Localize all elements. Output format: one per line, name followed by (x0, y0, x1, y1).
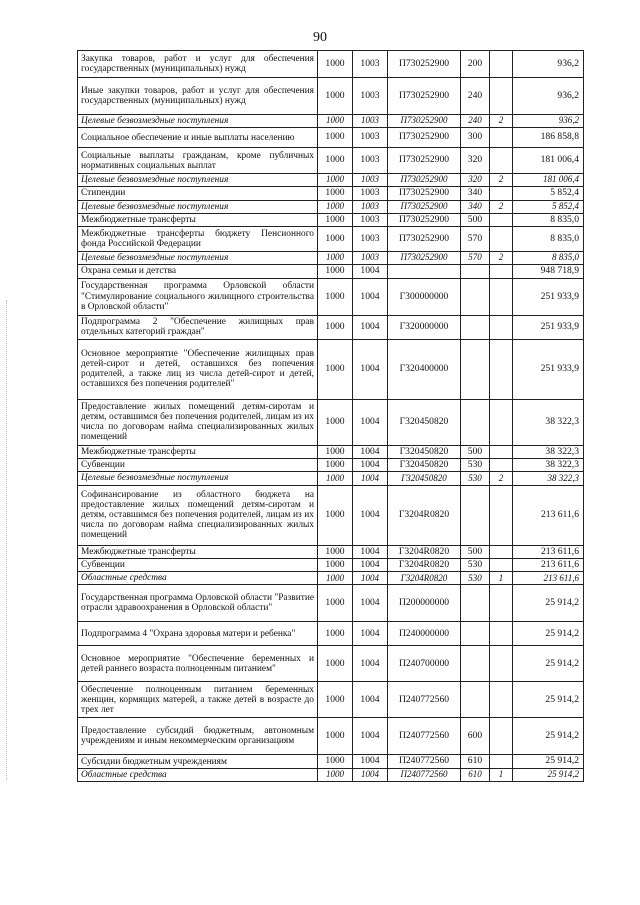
table-row (78, 200, 584, 213)
target-article-cell: Г320450820 (388, 399, 461, 445)
table-row (78, 278, 584, 315)
amount-cell: 213 611,6 (513, 485, 584, 545)
expense-type-cell (461, 646, 490, 682)
target-article-cell: Г3204R0820 (388, 558, 461, 571)
funding-source-cell (490, 459, 513, 472)
expense-type-cell (461, 278, 490, 315)
table-row (78, 682, 584, 718)
section-code-cell: 1000 (318, 51, 353, 78)
amount-cell: 181 006,4 (513, 148, 584, 174)
subsection-code-cell: 1003 (353, 51, 388, 78)
subsection-code-cell: 1004 (353, 278, 388, 315)
target-article-cell: П730252900 (388, 128, 461, 148)
page-number: 90 (313, 30, 327, 45)
table-row (78, 585, 584, 622)
section-code-cell: 1000 (318, 115, 353, 128)
row-name-cell: Основное мероприятие "Обеспечение жилищных прав детей-сирот и детей, оставшихся без попечения родителей, а также лиц из числа детей-сирот и детей, оставшихся без попечения родителей" (78, 339, 318, 399)
funding-source-cell: 2 (490, 174, 513, 187)
table-row (78, 128, 584, 148)
budget-table-container (77, 50, 583, 782)
funding-source-cell (490, 646, 513, 682)
subsection-code-cell: 1004 (353, 399, 388, 445)
subsection-code-cell: 1004 (353, 585, 388, 622)
row-name-cell: Закупка товаров, работ и услуг для обеспечения государственных (муниципальных) нужд (78, 51, 318, 78)
section-code-cell: 1000 (318, 472, 353, 485)
funding-source-cell (490, 187, 513, 200)
row-name-cell: Подпрограмма 4 "Охрана здоровья матери и ребенка" (78, 622, 318, 646)
section-code-cell: 1000 (318, 755, 353, 768)
subsection-code-cell: 1004 (353, 558, 388, 571)
row-name-cell: Межбюджетные трансферты (78, 445, 318, 458)
row-name-cell: Областные средства (78, 572, 318, 585)
expense-type-cell: 500 (461, 545, 490, 558)
table-row (78, 227, 584, 252)
row-name-cell: Обеспечение полноценным питанием беременных женщин, кормящих матерей, а также детей в возрасте до трех лет (78, 682, 318, 718)
amount-cell: 25 914,2 (513, 768, 584, 781)
section-code-cell: 1000 (318, 315, 353, 339)
amount-cell: 948 718,9 (513, 265, 584, 278)
amount-cell: 25 914,2 (513, 755, 584, 768)
section-code-cell: 1000 (318, 459, 353, 472)
funding-source-cell (490, 545, 513, 558)
target-article-cell: П240772560 (388, 755, 461, 768)
amount-cell: 5 852,4 (513, 187, 584, 200)
funding-source-cell (490, 227, 513, 252)
row-name-cell: Государственная программа Орловской области "Развитие отрасли здравоохранения в Орловской области" (78, 585, 318, 622)
row-name-cell: Целевые безвозмездные поступления (78, 200, 318, 213)
amount-cell: 181 006,4 (513, 174, 584, 187)
amount-cell: 25 914,2 (513, 585, 584, 622)
funding-source-cell (490, 213, 513, 226)
expense-type-cell: 240 (461, 115, 490, 128)
expense-type-cell (461, 485, 490, 545)
section-code-cell: 1000 (318, 545, 353, 558)
amount-cell: 251 933,9 (513, 339, 584, 399)
section-code-cell: 1000 (318, 768, 353, 781)
amount-cell: 936,2 (513, 51, 584, 78)
expense-type-cell: 500 (461, 213, 490, 226)
expense-type-cell (461, 265, 490, 278)
table-row (78, 213, 584, 226)
target-article-cell: П240772560 (388, 768, 461, 781)
amount-cell: 213 611,6 (513, 572, 584, 585)
row-name-cell: Целевые безвозмездные поступления (78, 115, 318, 128)
amount-cell: 8 835,0 (513, 227, 584, 252)
row-name-cell: Межбюджетные трансферты бюджету Пенсионного фонда Российской Федерации (78, 227, 318, 252)
target-article-cell: Г320000000 (388, 315, 461, 339)
amount-cell: 936,2 (513, 78, 584, 115)
table-row (78, 339, 584, 399)
subsection-code-cell: 1003 (353, 148, 388, 174)
expense-type-cell: 500 (461, 445, 490, 458)
table-row (78, 622, 584, 646)
section-code-cell: 1000 (318, 278, 353, 315)
subsection-code-cell: 1004 (353, 682, 388, 718)
section-code-cell: 1000 (318, 682, 353, 718)
section-code-cell: 1000 (318, 187, 353, 200)
subsection-code-cell: 1004 (353, 572, 388, 585)
amount-cell: 25 914,2 (513, 682, 584, 718)
table-row (78, 174, 584, 187)
expense-type-cell: 340 (461, 200, 490, 213)
section-code-cell: 1000 (318, 485, 353, 545)
subsection-code-cell: 1003 (353, 115, 388, 128)
amount-cell: 38 322,3 (513, 445, 584, 458)
funding-source-cell: 2 (490, 115, 513, 128)
row-name-cell: Предоставление субсидий бюджетным, автономным учреждениям и иным некоммерческим организациям (78, 718, 318, 755)
expense-type-cell: 240 (461, 78, 490, 115)
section-code-cell: 1000 (318, 646, 353, 682)
funding-source-cell (490, 399, 513, 445)
row-name-cell: Основное мероприятие "Обеспечение беременных и детей раннего возраста полноценным питанием" (78, 646, 318, 682)
target-article-cell (388, 265, 461, 278)
section-code-cell: 1000 (318, 558, 353, 571)
section-code-cell: 1000 (318, 174, 353, 187)
section-code-cell: 1000 (318, 213, 353, 226)
target-article-cell: П730252900 (388, 78, 461, 115)
section-code-cell: 1000 (318, 252, 353, 265)
table-row (78, 646, 584, 682)
subsection-code-cell: 1004 (353, 459, 388, 472)
target-article-cell: П730252900 (388, 115, 461, 128)
table-row (78, 51, 584, 78)
expense-type-cell (461, 339, 490, 399)
amount-cell: 251 933,9 (513, 278, 584, 315)
subsection-code-cell: 1004 (353, 646, 388, 682)
subsection-code-cell: 1004 (353, 718, 388, 755)
row-name-cell: Государственная программа Орловской области "Стимулирование социального жилищного строительства в Орловской области" (78, 278, 318, 315)
amount-cell: 25 914,2 (513, 622, 584, 646)
expense-type-cell: 530 (461, 572, 490, 585)
funding-source-cell (490, 682, 513, 718)
funding-source-cell: 1 (490, 768, 513, 781)
subsection-code-cell: 1003 (353, 200, 388, 213)
funding-source-cell: 2 (490, 472, 513, 485)
funding-source-cell (490, 718, 513, 755)
expense-type-cell: 600 (461, 718, 490, 755)
table-row (78, 572, 584, 585)
funding-source-cell (490, 622, 513, 646)
subsection-code-cell: 1004 (353, 315, 388, 339)
table-row (78, 115, 584, 128)
funding-source-cell (490, 585, 513, 622)
section-code-cell: 1000 (318, 148, 353, 174)
amount-cell: 38 322,3 (513, 472, 584, 485)
row-name-cell: Подпрограмма 2 "Обеспечение жилищных прав отдельных категорий граждан" (78, 315, 318, 339)
funding-source-cell (490, 445, 513, 458)
target-article-cell: П240000000 (388, 622, 461, 646)
table-row (78, 399, 584, 445)
section-code-cell: 1000 (318, 622, 353, 646)
subsection-code-cell: 1003 (353, 78, 388, 115)
section-code-cell: 1000 (318, 128, 353, 148)
subsection-code-cell: 1004 (353, 755, 388, 768)
table-row (78, 768, 584, 781)
expense-type-cell: 320 (461, 174, 490, 187)
section-code-cell: 1000 (318, 572, 353, 585)
funding-source-cell: 1 (490, 572, 513, 585)
expense-type-cell: 200 (461, 51, 490, 78)
expense-type-cell (461, 682, 490, 718)
row-name-cell: Охрана семьи и детства (78, 265, 318, 278)
row-name-cell: Субвенции (78, 459, 318, 472)
expense-type-cell: 610 (461, 755, 490, 768)
target-article-cell: Г320450820 (388, 472, 461, 485)
row-name-cell: Софинансирование из областного бюджета на предоставление жилых помещений детям-сиротам и детям, оставшимся без попечения родителей, лицам из их числа по договорам найма специализированных жилых помещений (78, 485, 318, 545)
target-article-cell: Г320450820 (388, 445, 461, 458)
section-code-cell: 1000 (318, 200, 353, 213)
subsection-code-cell: 1004 (353, 545, 388, 558)
funding-source-cell: 2 (490, 252, 513, 265)
row-name-cell: Стипендии (78, 187, 318, 200)
funding-source-cell (490, 558, 513, 571)
amount-cell: 25 914,2 (513, 646, 584, 682)
amount-cell: 213 611,6 (513, 545, 584, 558)
amount-cell: 251 933,9 (513, 315, 584, 339)
funding-source-cell (490, 128, 513, 148)
table-row (78, 472, 584, 485)
expense-type-cell: 300 (461, 128, 490, 148)
subsection-code-cell: 1003 (353, 227, 388, 252)
target-article-cell: П200000000 (388, 585, 461, 622)
subsection-code-cell: 1003 (353, 128, 388, 148)
subsection-code-cell: 1004 (353, 485, 388, 545)
funding-source-cell (490, 265, 513, 278)
row-name-cell: Субсидии бюджетным учреждениям (78, 755, 318, 768)
row-name-cell: Субвенции (78, 558, 318, 571)
row-name-cell: Предоставление жилых помещений детям-сиротам и детям, оставшимся без попечения родителей, лицам из их числа по договорам найма специализированных жилых помещений (78, 399, 318, 445)
subsection-code-cell: 1003 (353, 213, 388, 226)
subsection-code-cell: 1004 (353, 472, 388, 485)
table-row (78, 148, 584, 174)
subsection-code-cell: 1003 (353, 252, 388, 265)
section-code-cell: 1000 (318, 718, 353, 755)
table-row (78, 252, 584, 265)
table-row (78, 78, 584, 115)
table-row (78, 459, 584, 472)
funding-source-cell (490, 315, 513, 339)
row-name-cell: Целевые безвозмездные поступления (78, 174, 318, 187)
target-article-cell: Г3204R0820 (388, 485, 461, 545)
subsection-code-cell: 1003 (353, 187, 388, 200)
section-code-cell: 1000 (318, 265, 353, 278)
expense-type-cell (461, 622, 490, 646)
target-article-cell: П240772560 (388, 682, 461, 718)
expense-type-cell: 570 (461, 227, 490, 252)
subsection-code-cell: 1004 (353, 339, 388, 399)
target-article-cell: П240772560 (388, 718, 461, 755)
row-name-cell: Межбюджетные трансферты (78, 213, 318, 226)
amount-cell: 186 858,8 (513, 128, 584, 148)
target-article-cell: П730252900 (388, 252, 461, 265)
row-name-cell: Целевые безвозмездные поступления (78, 252, 318, 265)
amount-cell: 25 914,2 (513, 718, 584, 755)
row-name-cell: Областные средства (78, 768, 318, 781)
section-code-cell: 1000 (318, 339, 353, 399)
amount-cell: 936,2 (513, 115, 584, 128)
subsection-code-cell: 1004 (353, 622, 388, 646)
target-article-cell: П730252900 (388, 148, 461, 174)
subsection-code-cell: 1004 (353, 445, 388, 458)
budget-table (77, 50, 584, 782)
target-article-cell: П730252900 (388, 187, 461, 200)
target-article-cell: П730252900 (388, 213, 461, 226)
amount-cell: 8 835,0 (513, 213, 584, 226)
amount-cell: 38 322,3 (513, 399, 584, 445)
section-code-cell: 1000 (318, 78, 353, 115)
funding-source-cell (490, 148, 513, 174)
page-edge-mark (6, 300, 11, 780)
table-row (78, 445, 584, 458)
target-article-cell: Г320450820 (388, 459, 461, 472)
target-article-cell: П240700000 (388, 646, 461, 682)
row-name-cell: Иные закупки товаров, работ и услуг для обеспечения государственных (муниципальных) нужд (78, 78, 318, 115)
target-article-cell: П730252900 (388, 200, 461, 213)
budget-table-body (78, 51, 584, 782)
expense-type-cell: 530 (461, 558, 490, 571)
target-article-cell: П730252900 (388, 227, 461, 252)
funding-source-cell (490, 78, 513, 115)
expense-type-cell (461, 585, 490, 622)
expense-type-cell: 320 (461, 148, 490, 174)
subsection-code-cell: 1003 (353, 174, 388, 187)
table-row (78, 187, 584, 200)
target-article-cell: Г300000000 (388, 278, 461, 315)
table-row (78, 315, 584, 339)
section-code-cell: 1000 (318, 585, 353, 622)
row-name-cell: Межбюджетные трансферты (78, 545, 318, 558)
table-row (78, 545, 584, 558)
funding-source-cell (490, 755, 513, 768)
row-name-cell: Целевые безвозмездные поступления (78, 472, 318, 485)
expense-type-cell: 530 (461, 472, 490, 485)
expense-type-cell: 610 (461, 768, 490, 781)
amount-cell: 8 835,0 (513, 252, 584, 265)
funding-source-cell (490, 51, 513, 78)
target-article-cell: Г3204R0820 (388, 545, 461, 558)
expense-type-cell: 530 (461, 459, 490, 472)
amount-cell: 5 852,4 (513, 200, 584, 213)
subsection-code-cell: 1004 (353, 265, 388, 278)
funding-source-cell (490, 485, 513, 545)
amount-cell: 213 611,6 (513, 558, 584, 571)
target-article-cell: П730252900 (388, 174, 461, 187)
table-row (78, 265, 584, 278)
subsection-code-cell: 1004 (353, 768, 388, 781)
table-row (78, 755, 584, 768)
funding-source-cell: 2 (490, 200, 513, 213)
expense-type-cell: 570 (461, 252, 490, 265)
funding-source-cell (490, 278, 513, 315)
row-name-cell: Социальное обеспечение и иные выплаты населению (78, 128, 318, 148)
section-code-cell: 1000 (318, 445, 353, 458)
target-article-cell: П730252900 (388, 51, 461, 78)
table-row (78, 558, 584, 571)
funding-source-cell (490, 339, 513, 399)
section-code-cell: 1000 (318, 227, 353, 252)
expense-type-cell (461, 399, 490, 445)
table-row (78, 718, 584, 755)
section-code-cell: 1000 (318, 399, 353, 445)
table-row (78, 485, 584, 545)
target-article-cell: Г320400000 (388, 339, 461, 399)
row-name-cell: Социальные выплаты гражданам, кроме публичных нормативных социальных выплат (78, 148, 318, 174)
amount-cell: 38 322,3 (513, 459, 584, 472)
expense-type-cell (461, 315, 490, 339)
expense-type-cell: 340 (461, 187, 490, 200)
target-article-cell: Г3204R0820 (388, 572, 461, 585)
